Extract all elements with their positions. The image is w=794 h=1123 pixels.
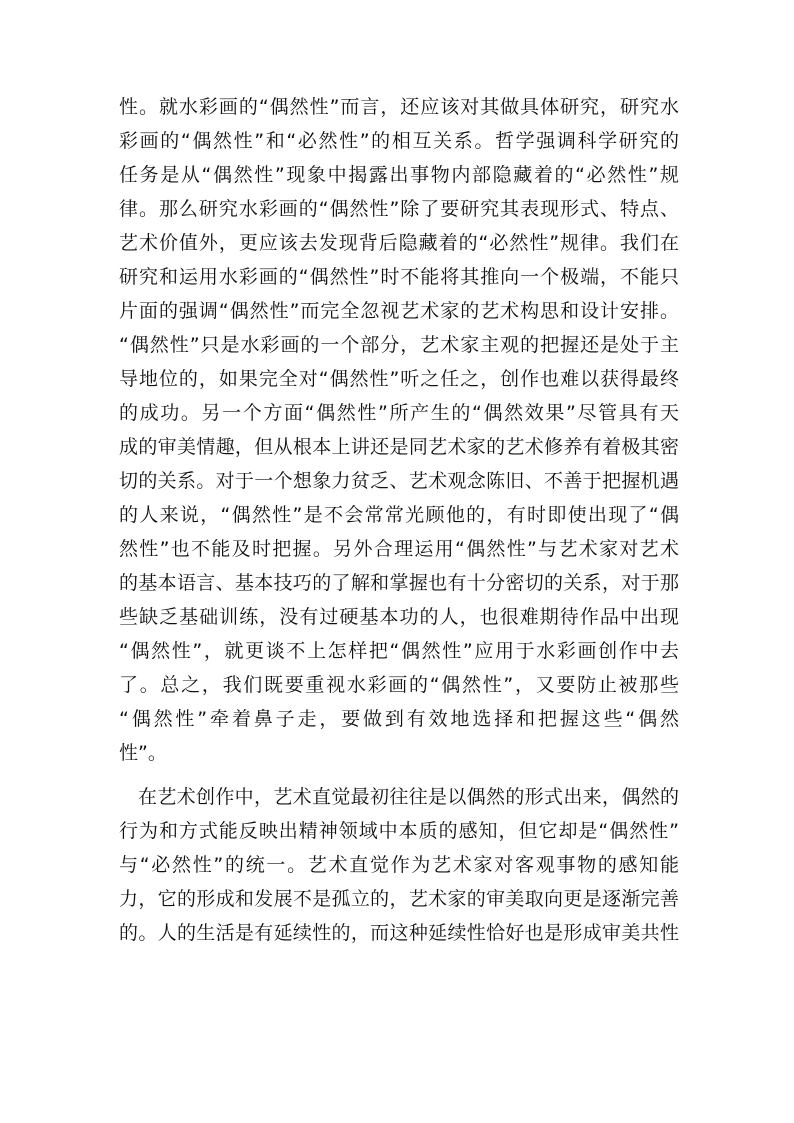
text-line: 彩画的“偶然性”和“必然性”的相互关系。哲学强调科学研究的 (119, 130, 679, 152)
text-line: 了。总之，我们既要重视水彩画的“偶然性”，又要防止被那些 (119, 674, 679, 696)
text-line: “偶然性”只是水彩画的一个部分，艺术家主观的把握还是处于主 (119, 334, 679, 356)
paragraph-gap (119, 770, 679, 780)
text-line: 行为和方式能反映出精神领域中本质的感知，但它却是“偶然性” (119, 820, 679, 842)
text-line: 的基本语言、基本技巧的了解和掌握也有十分密切的关系，对于那 (119, 572, 679, 594)
text-line: 切的关系。对于一个想象力贫乏、艺术观念陈旧、不善于把握机遇 (119, 470, 679, 492)
text-line: 些缺乏基础训练，没有过硬基本功的人，也很难期待作品中出现 (119, 606, 679, 628)
text-line: 律。那么研究水彩画的“偶然性”除了要研究其表现形式、特点、 (119, 198, 679, 220)
text-line: 性”。 (119, 742, 167, 764)
text-line: 性。就水彩画的“偶然性”而言，还应该对其做具体研究，研究水 (119, 96, 679, 118)
text-line: 然性”也不能及时把握。另外合理运用“偶然性”与艺术家对艺术 (119, 538, 679, 560)
text-line: 任务是从“偶然性”现象中揭露出事物内部隐藏着的“必然性”规 (119, 164, 679, 186)
text-line: 与“必然性”的统一。艺术直觉作为艺术家对客观事物的感知能 (119, 854, 679, 876)
text-line: 艺术价值外，更应该去发现背后隐藏着的“必然性”规律。我们在 (119, 232, 679, 254)
text-line: 导地位的，如果完全对“偶然性”听之任之，创作也难以获得最终 (119, 368, 679, 390)
paragraph (119, 780, 679, 950)
text-line: 在艺术创作中，艺术直觉最初往往是以偶然的形式出来，偶然的 (138, 786, 679, 808)
body-text (119, 90, 679, 950)
paragraph (119, 90, 679, 770)
text-line: 成的审美情趣，但从根本上讲还是同艺术家的艺术修养有着极其密 (119, 436, 679, 458)
text-line: 的。人的生活是有延续性的，而这种延续性恰好也是形成审美共性 (119, 922, 679, 944)
text-line: 力，它的形成和发展不是孤立的，艺术家的审美取向更是逐渐完善 (119, 888, 679, 910)
text-line: 研究和运用水彩画的“偶然性”时不能将其推向一个极端，不能只 (119, 266, 679, 288)
text-line: “偶然性”牵着鼻子走，要做到有效地选择和把握这些“偶然 (119, 708, 679, 730)
text-line: “偶然性”，就更谈不上怎样把“偶然性”应用于水彩画创作中去 (119, 640, 679, 662)
text-line: 片面的强调“偶然性”而完全忽视艺术家的艺术构思和设计安排。 (119, 300, 679, 322)
text-line: 的成功。另一个方面“偶然性”所产生的“偶然效果”尽管具有天 (119, 402, 679, 424)
text-line: 的人来说，“偶然性”是不会常常光顾他的，有时即使出现了“偶 (119, 504, 679, 526)
